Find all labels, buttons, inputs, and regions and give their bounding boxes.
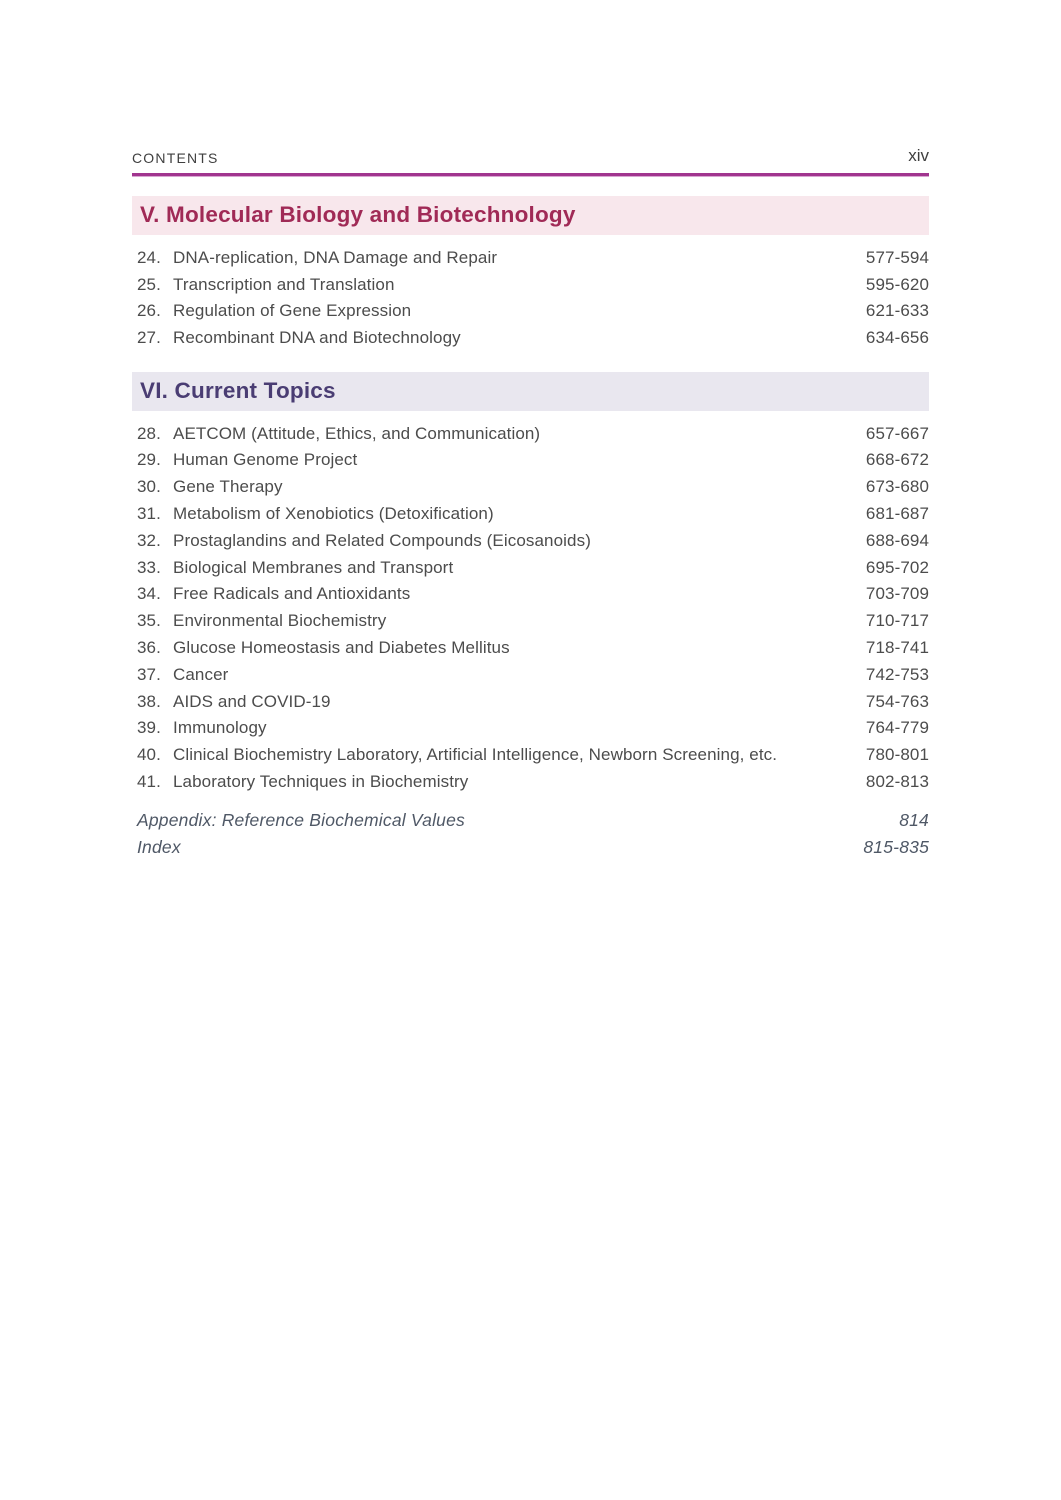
section-heading: VI. Current Topics [132, 372, 929, 411]
page-header [132, 146, 929, 176]
chapter-number: 27. [137, 328, 161, 348]
chapter-pages: 780-801 [865, 745, 929, 765]
chapter-pages: 754-763 [865, 691, 929, 711]
chapter-title: Glucose Homeostasis and Diabetes Mellitus [173, 638, 510, 658]
chapter-number: 40. [137, 745, 161, 765]
chapter-number: 24. [137, 247, 161, 267]
chapter-title: Laboratory Techniques in Biochemistry [173, 772, 469, 792]
chapter-pages: 673-680 [865, 477, 929, 497]
chapter-title: Metabolism of Xenobiotics (Detoxification) [173, 504, 494, 524]
toc-entry [137, 245, 929, 272]
toc-entry [137, 528, 929, 555]
toc-entry [137, 421, 929, 448]
toc-entry [137, 298, 929, 325]
toc-entry [137, 769, 929, 796]
toc-section [132, 196, 929, 352]
running-head: CONTENTS [132, 150, 219, 166]
chapter-title: Human Genome Project [173, 450, 358, 470]
toc-entry [137, 474, 929, 501]
chapter-number: 33. [137, 557, 161, 577]
chapter-pages: 681-687 [865, 504, 929, 524]
toc-entry [137, 581, 929, 608]
chapter-title: Transcription and Translation [173, 274, 395, 294]
chapter-pages: 577-594 [865, 247, 929, 267]
chapter-title: Free Radicals and Antioxidants [173, 584, 411, 604]
chapter-title: Clinical Biochemistry Laboratory, Artificial Intelligence, Newborn Screening, etc. [173, 745, 778, 765]
toc-entry [137, 715, 929, 742]
chapter-number: 28. [137, 423, 161, 443]
section-heading: V. Molecular Biology and Biotechnology [132, 196, 929, 235]
chapter-title: Environmental Biochemistry [173, 611, 387, 631]
chapter-pages: 764-779 [865, 718, 929, 738]
chapter-number: 30. [137, 477, 161, 497]
chapter-number: 35. [137, 611, 161, 631]
toc-entry [137, 501, 929, 528]
chapter-title: Regulation of Gene Expression [173, 301, 412, 321]
toc-entry [137, 742, 929, 769]
toc-entry [137, 447, 929, 474]
chapter-pages: 657-667 [865, 423, 929, 443]
chapter-pages: 718-741 [865, 638, 929, 658]
back-matter-title: Appendix: Reference Biochemical Values [137, 809, 465, 830]
toc-sections [132, 196, 929, 796]
chapter-pages: 621-633 [865, 301, 929, 321]
chapter-title: Recombinant DNA and Biotechnology [173, 328, 461, 348]
toc-entry [137, 635, 929, 662]
chapter-title: DNA-replication, DNA Damage and Repair [173, 247, 498, 267]
chapter-number: 38. [137, 691, 161, 711]
chapter-number: 26. [137, 301, 161, 321]
chapter-number: 39. [137, 718, 161, 738]
toc-entry [137, 272, 929, 299]
toc-entry [137, 325, 929, 352]
chapter-number: 36. [137, 638, 161, 658]
chapter-title: Biological Membranes and Transport [173, 557, 454, 577]
chapter-title: Prostaglandins and Related Compounds (Eicosanoids) [173, 530, 591, 550]
chapter-number: 31. [137, 504, 161, 524]
chapter-title: Gene Therapy [173, 477, 283, 497]
chapter-number: 32. [137, 530, 161, 550]
toc-entry [137, 555, 929, 582]
toc-entry [137, 662, 929, 689]
section-rows [132, 245, 929, 352]
chapter-pages: 710-717 [865, 611, 929, 631]
chapter-pages: 703-709 [865, 584, 929, 604]
toc-section [132, 372, 929, 796]
section-rows [132, 421, 929, 796]
chapter-title: AIDS and COVID-19 [173, 691, 331, 711]
back-matter-pages: 815-835 [863, 836, 929, 857]
chapter-title: Immunology [173, 718, 267, 738]
chapter-pages: 802-813 [865, 772, 929, 792]
back-matter-entry [137, 834, 929, 861]
chapter-pages: 695-702 [865, 557, 929, 577]
chapter-number: 29. [137, 450, 161, 470]
chapter-pages: 688-694 [865, 530, 929, 550]
toc-entry [137, 689, 929, 716]
chapter-number: 41. [137, 772, 161, 792]
folio-page-number: xiv [908, 146, 929, 165]
chapter-title: Cancer [173, 664, 229, 684]
contents-column [132, 146, 929, 860]
chapter-title: AETCOM (Attitude, Ethics, and Communication) [173, 423, 541, 443]
toc-entry [137, 608, 929, 635]
chapter-pages: 668-672 [865, 450, 929, 470]
chapter-number: 37. [137, 664, 161, 684]
chapter-pages: 634-656 [865, 328, 929, 348]
toc-back-matter [132, 807, 929, 861]
back-matter-entry [137, 807, 929, 834]
chapter-number: 34. [137, 584, 161, 604]
chapter-number: 25. [137, 274, 161, 294]
back-matter-title: Index [137, 836, 181, 857]
chapter-pages: 595-620 [865, 274, 929, 294]
chapter-pages: 742-753 [865, 664, 929, 684]
back-matter-pages: 814 [899, 809, 929, 830]
